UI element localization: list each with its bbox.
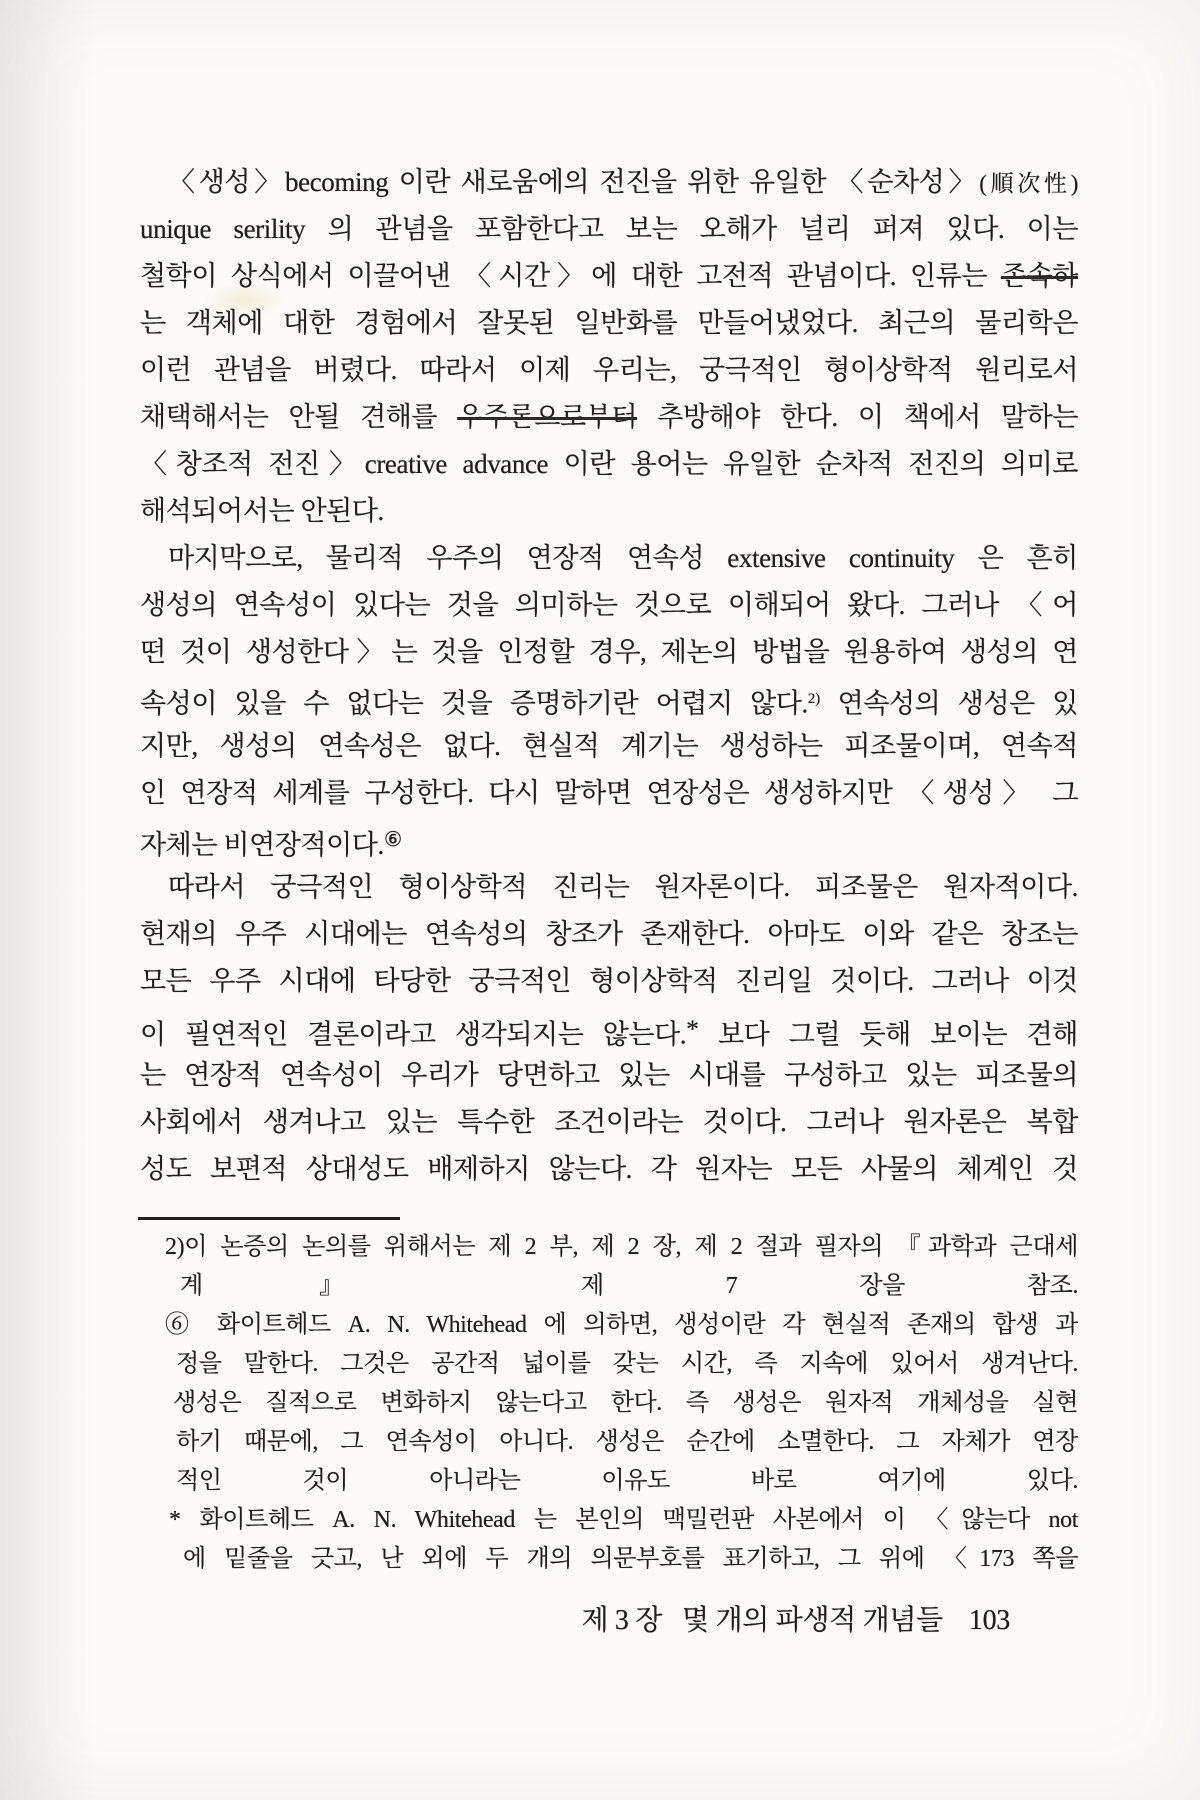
text-segment: 철학이 상식에서 이끌어낸 〈시간〉에 대한 고전적 관념이다. 인류는 [140,261,1001,291]
text-line [140,1462,1078,1501]
text-line [140,958,1078,1005]
text-segment: * 화이트헤드 A. N. Whitehead 는 본인의 맥밀런판 사본에서 이 〈않는다 not [169,1507,1078,1533]
star-segment: * [686,1014,699,1043]
text-line [140,676,1078,723]
text-segment: 인 연장적 세계를 구성한다. 다시 말하면 연장성은 생성하지만 〈생성〉 그 [140,778,1078,808]
footnote-separator [138,1217,400,1220]
text-segment: 사회에서 생겨나고 있는 특수한 조건이라는 것이다. 그러나 원자론은 복합 [140,1107,1078,1137]
text-segment: 모든 우주 시대에 타당한 궁극적인 형이상학적 진리일 것이다. 그러나 이것 [140,966,1078,996]
text-segment: 떤 것이 생성한다〉는 것을 인정할 경우, 제논의 방법을 원용하여 생성의 연 [140,637,1078,667]
text-segment: 적인 것이 아니라는 이유도 바로 여기에 있다. [176,1468,1078,1494]
text-line [140,1005,1078,1052]
text-segment: 생성은 질적으로 변화하지 않는다고 한다. 즉 생성은 원자적 개체성을 실현 [173,1390,1078,1416]
text-segment: 이 필연적인 결론이라고 생각되지는 않는다. [140,1019,687,1050]
text-segment: 지만, 생성의 연속성은 없다. 현실적 계기는 생성하는 피조물이며, 연속적 [140,731,1078,761]
running-footer [581,1598,1010,1638]
text-segment: 추방해야 한다. 이 책에서 말하는 [637,402,1078,432]
text-segment: 에 밑줄을 긋고, 난 외에 두 개의 의문부호를 표기하고, 그 위에 〈173 쪽을 [183,1546,1078,1572]
footnotes-block [140,1228,1078,1579]
text-segment: 는 연장적 연속성이 우리가 당면하고 있는 시대를 구성하고 있는 피조물의 [140,1060,1078,1090]
text-line [140,1052,1078,1099]
text-segment: 채택해서는 안될 견해를 [140,402,458,432]
text-segment: ⑥ 화이트헤드 A. N. Whitehead 에 의하면, 생성이란 각 현실적 존재의 합생 과 [165,1312,1078,1338]
text-line [140,1384,1078,1423]
text-segment: 보다 그럴 듯해 보이는 견해 [698,1019,1078,1050]
text-line [140,1228,1078,1267]
text-segment: 성도 보편적 상대성도 배제하지 않는다. 각 원자는 모든 사물의 체계인 것 [140,1154,1078,1184]
strike-segment: 우주론으로부터 [457,402,638,432]
text-line [140,394,1078,441]
text-segment: 〈생성〉becoming 이란 새로움에의 전진을 위한 유일한 〈순차성〉 [168,167,980,197]
text-line [140,1540,1078,1579]
text-line [140,1146,1078,1193]
main-text-block [140,159,1078,1193]
text-line [140,535,1078,582]
text-segment: 따라서 궁극적인 형이상학적 진리는 원자론이다. 피조물은 원자적이다. [168,872,1078,902]
text-line [140,253,1078,300]
text-line [140,629,1078,676]
sup6-segment: ⑥ [383,829,402,851]
text-segment: 하기 때문에, 그 연속성이 아니다. 생성은 순간에 소멸한다. 그 자체가 연장 [176,1429,1078,1455]
text-line [140,864,1078,911]
text-line [140,1423,1078,1462]
text-line [140,582,1078,629]
text-segment: 현재의 우주 시대에는 연속성의 창조가 존재한다. 아마도 이와 같은 창조는 [140,919,1078,949]
text-line [140,770,1078,817]
text-segment: 〈창조적 전진〉creative advance 이란 용어는 유일한 순차적 전진의 의미로 [140,449,1078,479]
text-segment: unique serility 의 관념을 포함한다고 보는 오해가 널리 퍼져 있다. 이는 [140,214,1078,244]
text-segment: 이런 관념을 버렸다. 따라서 이제 우리는, 궁극적인 형이상학적 원리로서 [140,355,1078,385]
text-segment: 는 객체에 대한 경험에서 잘못된 일반화를 만들어냈었다. 최근의 물리학은 [140,308,1078,338]
text-segment: 마지막으로, 물리적 우주의 연장적 연속성 extensive continuity 은 흔히 [168,543,1078,573]
text-line [140,1306,1078,1345]
footer-chapter: 제 3 장 [581,1605,663,1636]
text-line [140,1099,1078,1146]
strike-segment: 존속하 [1000,261,1078,291]
text-line [140,300,1078,347]
text-line [140,723,1078,770]
text-line [140,488,1078,535]
text-segment: 계』 제 7 장을 참조. [180,1273,1078,1299]
text-segment: 정을 말한다. 그것은 공간적 넓이를 갖는 시간, 즉 지속에 있어서 생겨난다. [176,1351,1078,1377]
text-line [140,817,1078,864]
text-segment: 연속성의 생성은 있 [820,688,1078,719]
text-line [140,1267,1078,1306]
footer-section-title: 몇 개의 파생적 개념들 [682,1605,943,1636]
footer-page-number: 103 [968,1605,1010,1636]
text-line [140,206,1078,253]
text-line [140,159,1078,206]
text-segment: 속성이 있을 수 없다는 것을 증명하기란 어렵지 않다. [140,688,808,719]
text-line [140,1345,1078,1384]
text-segment: 생성의 연속성이 있다는 것을 의미하는 것으로 이해되어 왔다. 그러나 〈어 [140,590,1078,620]
text-line [140,911,1078,958]
text-segment: 해석되어서는 안된다. [140,496,384,526]
sup-segment: 2) [807,691,821,707]
text-line [140,441,1078,488]
text-line [140,1501,1078,1540]
text-line [140,347,1078,394]
text-segment: 자체는 비연장적이다. [140,830,384,861]
text-segment: 2)이 논증의 논의를 위해서는 제 2 부, 제 2 장, 제 2 절과 필자의 『과학과 근대세 [165,1234,1078,1260]
hanja-segment: (順次性) [979,171,1078,196]
